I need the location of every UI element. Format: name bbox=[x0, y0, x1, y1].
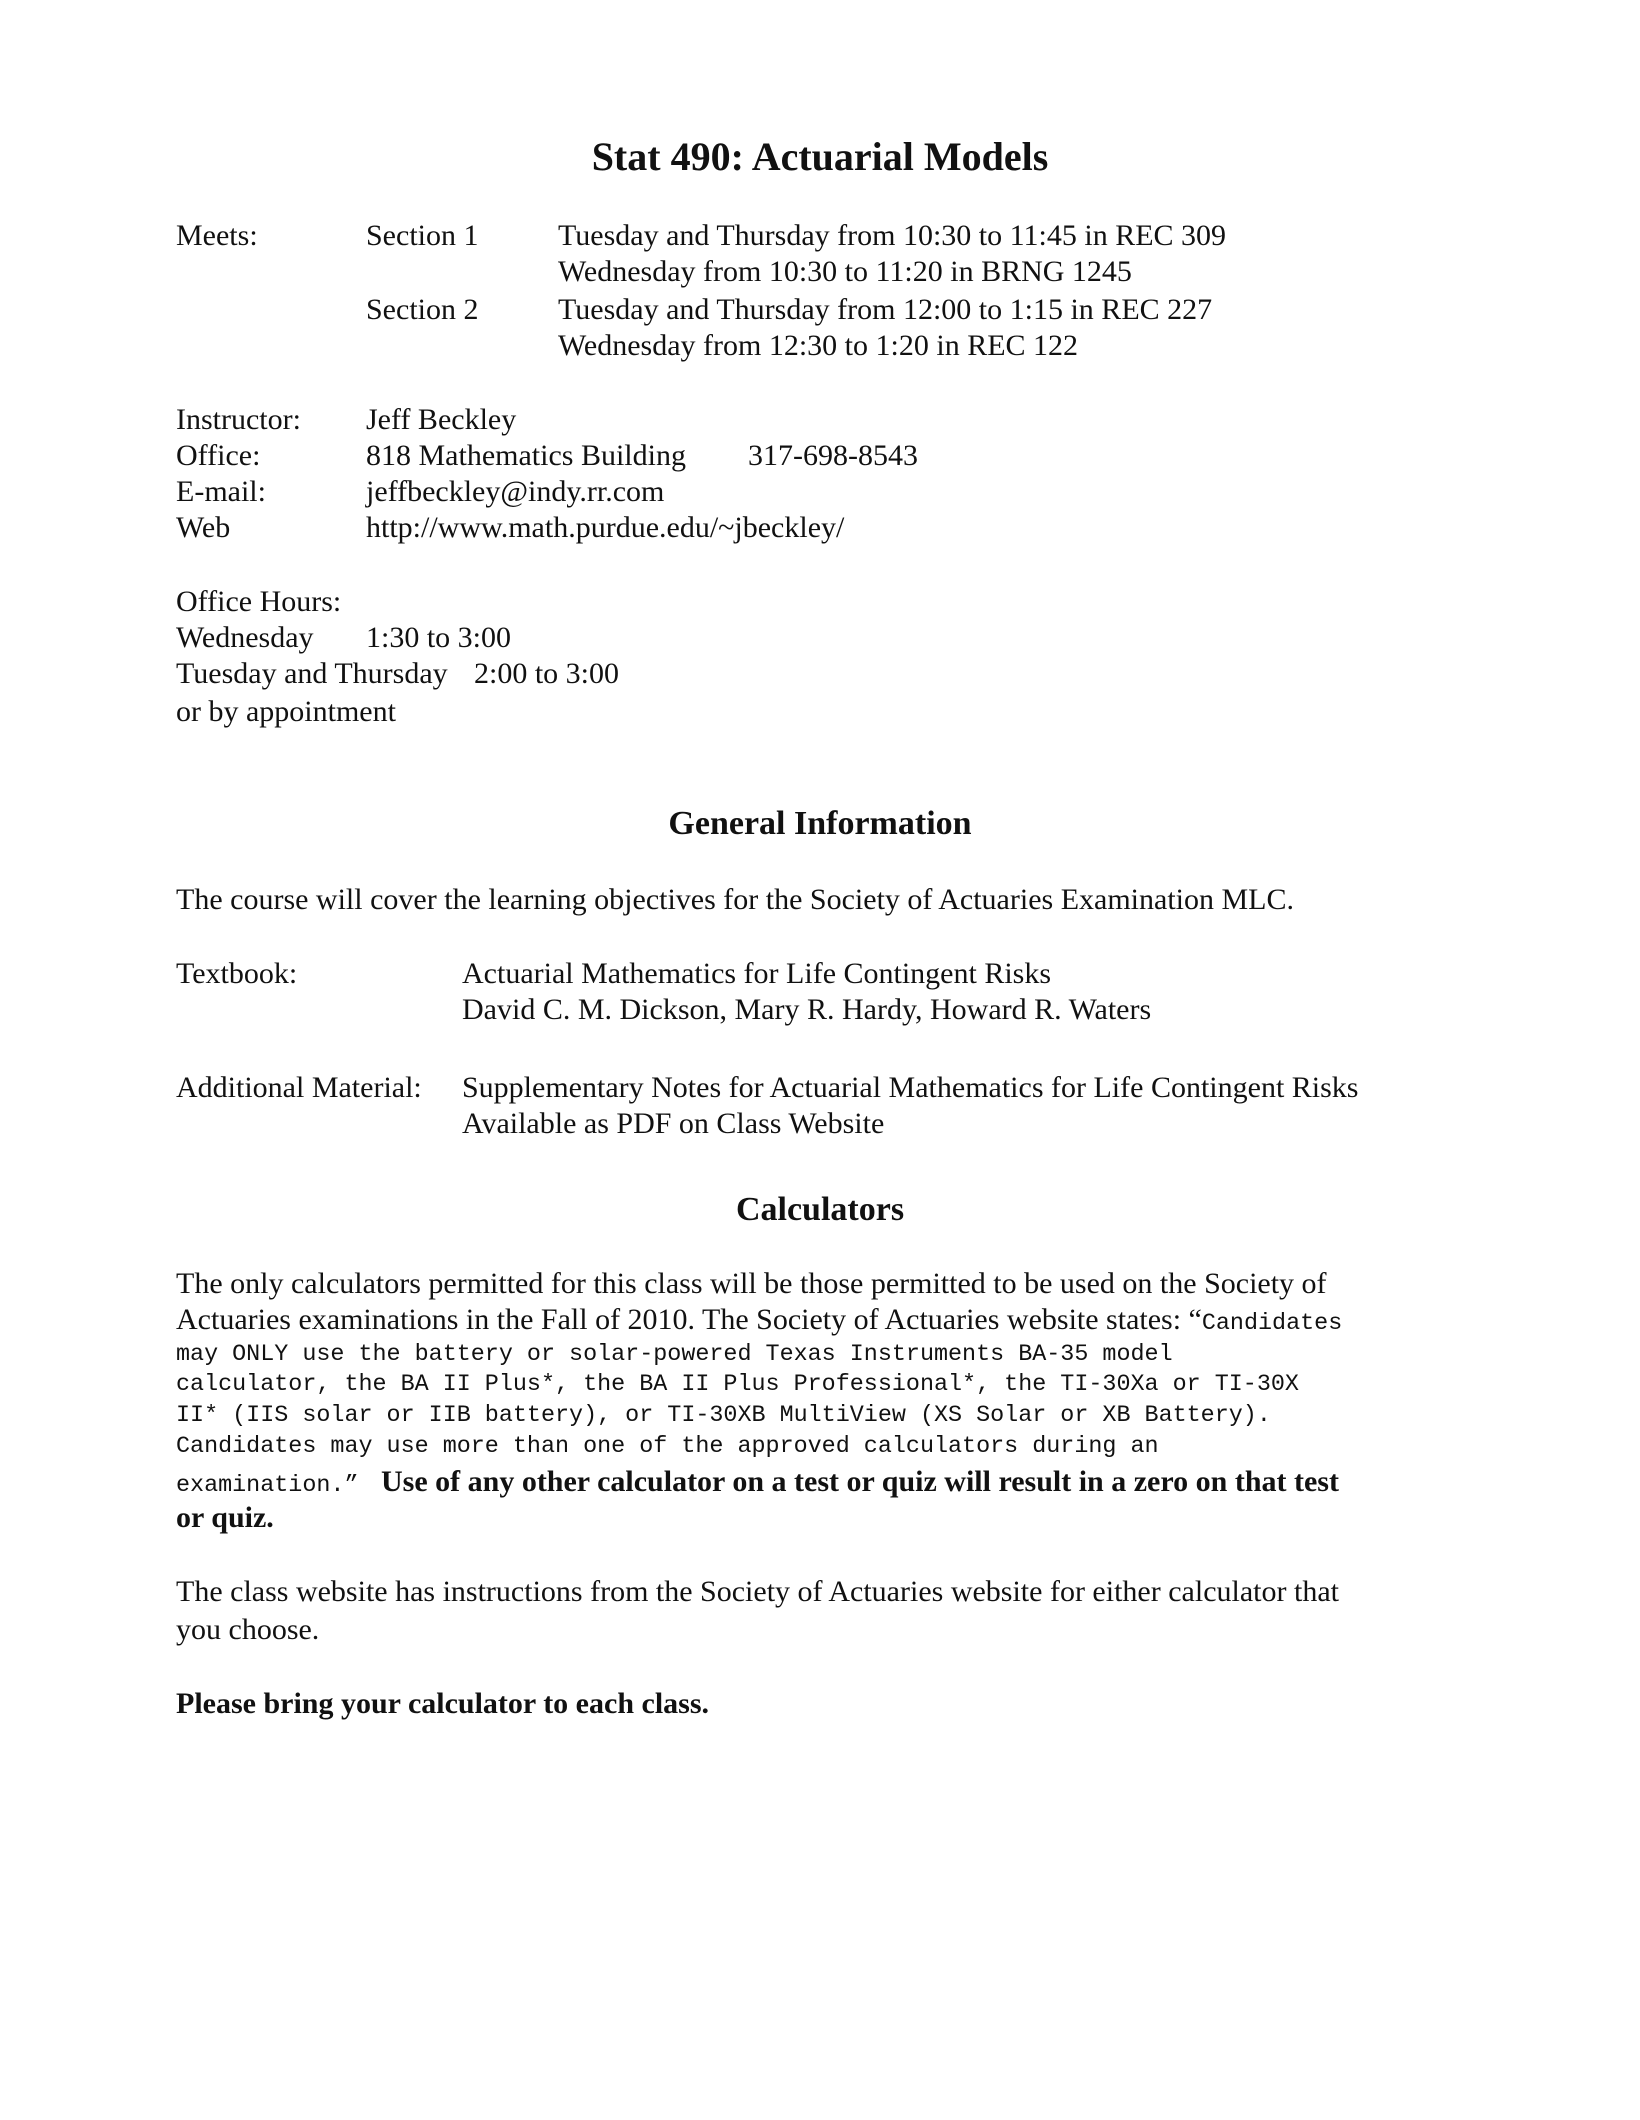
instructor-name: Jeff Beckley bbox=[366, 403, 517, 436]
calculators-paragraph-line-2 bbox=[176, 1302, 1342, 1340]
calculator-warning-line-2: or quiz. bbox=[176, 1501, 274, 1534]
web-url: http://www.math.purdue.edu/~jbeckley/ bbox=[366, 511, 845, 544]
office-location: 818 Mathematics Building bbox=[366, 439, 686, 472]
additional-material-label: Additional Material: bbox=[176, 1071, 422, 1104]
textbook-label: Textbook: bbox=[176, 957, 298, 990]
office-hours-note: or by appointment bbox=[176, 695, 396, 728]
web-label: Web bbox=[176, 511, 231, 544]
textbook-title: Actuarial Mathematics for Life Contingent Risks bbox=[462, 957, 1052, 990]
calculator-reminder: Please bring your calculator to each class. bbox=[176, 1687, 709, 1720]
section-2-line-2: Wednesday from 12:30 to 1:20 in REC 122 bbox=[558, 329, 1079, 362]
calculators-paragraph-text: Actuaries examinations in the Fall of 2010. The Society of Actuaries website states: “ bbox=[176, 1303, 1202, 1336]
additional-material-line-2: Available as PDF on Class Website bbox=[462, 1107, 885, 1140]
section-2-line-1: Tuesday and Thursday from 12:00 to 1:15 in REC 227 bbox=[558, 293, 1213, 326]
sol-quote-line-5: Candidates may use more than one of the approved calculators during an bbox=[176, 1434, 1159, 1460]
section-2-name: Section 2 bbox=[366, 293, 479, 326]
office-phone: 317-698-8543 bbox=[748, 439, 918, 472]
additional-material-line-1: Supplementary Notes for Actuarial Mathematics for Life Contingent Risks bbox=[462, 1071, 1359, 1104]
office-hours-time-2: 2:00 to 3:00 bbox=[474, 657, 620, 690]
meets-label: Meets: bbox=[176, 219, 258, 252]
sol-quote-end-line bbox=[176, 1464, 1339, 1502]
email-label: E-mail: bbox=[176, 475, 266, 508]
general-intro: The course will cover the learning objectives for the Society of Actuaries Examination MLC. bbox=[176, 883, 1294, 916]
office-label: Office: bbox=[176, 439, 261, 472]
textbook-authors: David C. M. Dickson, Mary R. Hardy, Howard R. Waters bbox=[462, 993, 1152, 1026]
office-hours-time-1: 1:30 to 3:00 bbox=[366, 621, 512, 654]
instructor-label: Instructor: bbox=[176, 403, 301, 436]
website-instructions-line-2: you choose. bbox=[176, 1613, 320, 1646]
sol-quote-line-3: calculator, the BA II Plus*, the BA II Plus Professional*, the TI-30Xa or TI-30X bbox=[176, 1372, 1299, 1398]
office-hours-day-2: Tuesday and Thursday bbox=[176, 657, 448, 690]
page-title: Stat 490: Actuarial Models bbox=[591, 134, 1049, 179]
section-1-line-2: Wednesday from 10:30 to 11:20 in BRNG 1245 bbox=[558, 255, 1132, 288]
section-1-name: Section 1 bbox=[366, 219, 479, 252]
email-address: jeffbeckley@indy.rr.com bbox=[366, 475, 665, 508]
general-information-heading: General Information bbox=[668, 805, 972, 842]
sol-quote-line-4: II* (IIS solar or IIB battery), or TI-30XB MultiView (XS Solar or XB Battery). bbox=[176, 1403, 1271, 1429]
sol-quote-line-2: may ONLY use the battery or solar-powered Texas Instruments BA-35 model bbox=[176, 1342, 1173, 1368]
calculators-paragraph-line-1: The only calculators permitted for this class will be those permitted to be used on the Society of bbox=[176, 1267, 1327, 1300]
section-1-line-1: Tuesday and Thursday from 10:30 to 11:45 in REC 309 bbox=[558, 219, 1227, 252]
calculator-warning-line-1: Use of any other calculator on a test or quiz will result in a zero on that test bbox=[380, 1465, 1339, 1498]
website-instructions-line-1: The class website has instructions from the Society of Actuaries website for either calculator that bbox=[176, 1575, 1339, 1608]
sol-quote-line-1: Candidates bbox=[1201, 1311, 1343, 1337]
office-hours-heading: Office Hours: bbox=[176, 585, 342, 618]
sol-quote-line-6: examination.” bbox=[176, 1473, 359, 1499]
office-hours-day-1: Wednesday bbox=[176, 621, 314, 654]
calculators-heading: Calculators bbox=[735, 1191, 905, 1228]
